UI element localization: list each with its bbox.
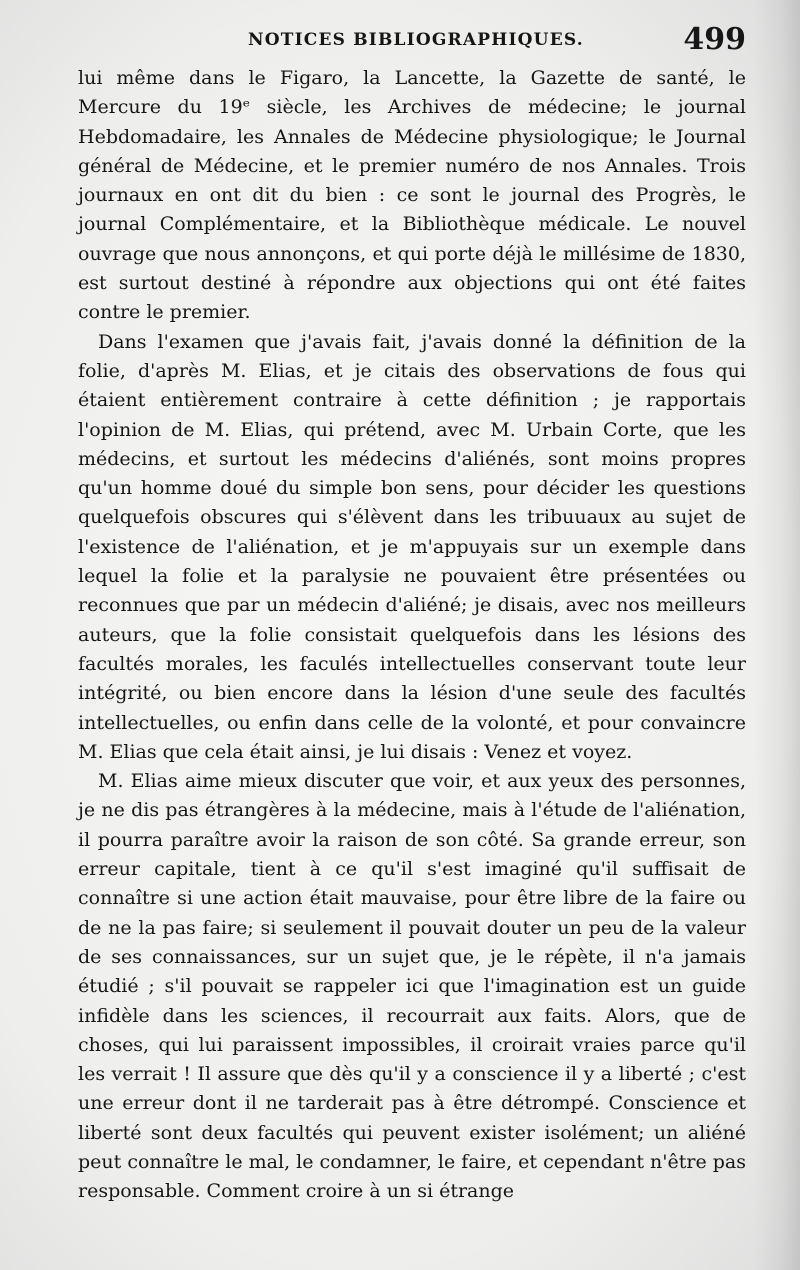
running-head: NOTICES BIBLIOGRAPHIQUES. [248, 30, 584, 50]
paragraph-1: lui même dans le Figaro, la Lancette, la Gazette de santé, le Mercure du 19ᵉ siècle, les Archives de médecine; le journal Hebdomadaire, les Annales de Médecine physiologique; le Journal général de Médecine, et le premier numéro de nos Annales. Trois journaux en ont dit du bien : ce sont le journal des Progrès, le journal Complémentaire, et la Bibliothèque médicale. Le nouvel ouvrage que nous annonçons, et qui porte déjà le millésime de 1830, est surtout destiné à répondre aux objections qui ont été faites contre le premier. [78, 67, 746, 324]
paragraph-2: Dans l'examen que j'avais fait, j'avais donné la définition de la folie, d'après M. Elias, et je citais des observations de fous qui étaient entièrement contraire à cette définition ; je rapportais l'opinion de M. Elias, qui prétend, avec M. Urbain Corte, que les médecins, et surtout les médecins d'aliénés, sont moins propres qu'un homme doué du simple bon sens, pour décider les questions quelquefois obscures qui s'élèvent dans les tribuuaux au sujet de l'existence de l'aliénation, et je m'appuyais sur un exemple dans lequel la folie et la paralysie ne pouvaient être présentées ou reconnues que par un médecin d'aliéné; je disais, avec nos meilleurs auteurs, que la folie consistait quelquefois dans les lésions des facultés morales, les faculés intellectuelles conservant toute leur intégrité, ou bien encore dans la lésion d'une seule des facultés intellectuelles, ou enfin dans celle de la volonté, et pour convaincre M. Elias que cela était ainsi, je lui disais : Venez et voyez. [78, 330, 746, 763]
page-number: 499 [683, 22, 746, 57]
body-text [78, 64, 746, 1207]
page-edge-shadow [754, 0, 800, 1270]
paragraph-3: M. Elias aime mieux discuter que voir, et aux yeux des personnes, je ne dis pas étrangères à la médecine, mais à l'étude de l'aliénation, il pourra paraître avoir la raison de son côté. Sa grande erreur, son erreur capitale, tient à ce qu'il s'est imaginé qu'il suffisait de connaître si une action était mauvaise, pour être libre de la faire ou de ne la pas faire; si seulement il pouvait douter un peu de la valeur de ses connaissances, sur un sujet que, je le répète, il n'a jamais étudié ; s'il pouvait se rappeler ici que l'imagination est un guide infidèle dans les sciences, il recourrait aux faits. Alors, que de choses, qui lui paraissent impossibles, il croirait vraies parce qu'il les verrait ! Il assure que dès qu'il y a conscience il y a liberté ; c'est une erreur dont il ne tarderait pas à être détrompé. Conscience et liberté sont deux facultés qui peuvent exister isolément; un aliéné peut connaître le mal, le condamner, le faire, et cependant n'être pas responsable. Comment croire à un si étrange [78, 770, 746, 1203]
page-header [78, 22, 746, 64]
